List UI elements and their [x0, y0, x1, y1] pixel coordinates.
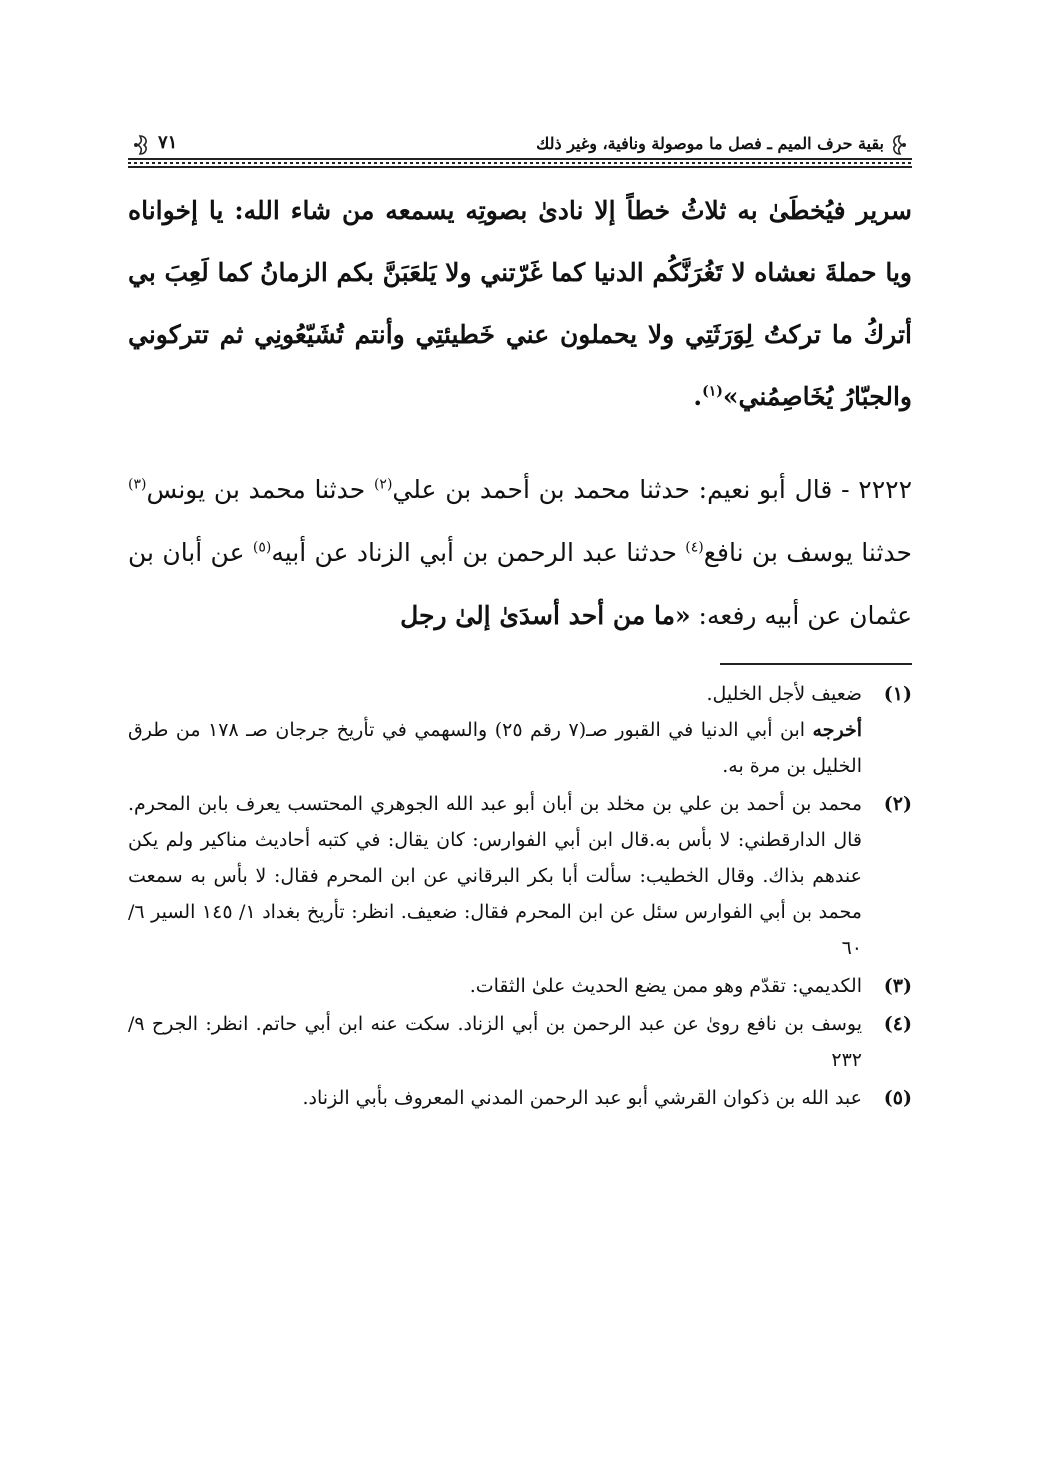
- footnote-number: (٣): [883, 975, 912, 997]
- header-rule: [128, 158, 912, 168]
- ornament-icon: [890, 134, 910, 156]
- footnote-number: (٤): [883, 1013, 912, 1035]
- paragraph-hadith-text: سرير فيُخطَىٰ به ثلاثُ خطاً إلا نادىٰ بصوتِه يسمعه من شاء الله: يا إخواناه ويا حملةَ نعشاه لا تَغُرَنَّكُم الدنيا كما غَرّتني ولا يَلعَبَنَّ بكم الزمانُ كما لَعِبَ بي أتركُ ما تركتُ لِوَرَثَتِي ولا يحملون عني خَطيئتِي وأنتم تُشَيّعُونِي ثم تتركوني والجبّارُ يُخَاصِمُني»$^{(١)}$.: [128, 196, 912, 411]
- footnote-ref: (١): [702, 383, 723, 400]
- footnote-text: عبد الله بن ذكوان القرشي أبو عبد الرحمن المدني المعروف بأبي الزناد.: [302, 1087, 862, 1109]
- paragraph-hadith-2222: ٢٢٢٢ - قال أبو نعيم: حدثنا محمد بن أحمد بن علي$^{(٢)}$ حدثنا محمد بن يونس$^{(٣)}$ حدثنا يوسف بن نافع$^{(٤)}$ حدثنا عبد الرحمن بن أبي الزناد عن أبيه$^{(٥)}$ عن أبان بن عثمان عن أبيه رفعه: «ما من أحد أسدَىٰ إلىٰ رجل: [128, 475, 913, 630]
- footnote-subtext: أخرجه ابن أبي الدنيا في القبور صـ(٧ رقم ٢٥) والسهمي في تأريخ جرجان صـ ١٧٨ من طرق الخليل بن مرة به.: [128, 719, 862, 777]
- footnote-text: ضعيف لأجل الخليل.: [706, 683, 862, 705]
- running-header: [128, 128, 912, 164]
- footnote-item: [128, 676, 912, 784]
- footnotes: [128, 676, 912, 1118]
- footnote-ref: (٢): [373, 476, 393, 493]
- footnote-item: [128, 1080, 912, 1116]
- page-number: ٧١: [158, 132, 178, 153]
- footnote-number: (٢): [883, 793, 912, 815]
- footnote-ref: (٥): [252, 539, 272, 556]
- footnote-text: يوسف بن نافع روىٰ عن عبد الرحمن بن أبي الزناد. سكت عنه ابن أبي حاتم. انظر: الجرح ٩/ ٢٣٢: [128, 1013, 862, 1071]
- footnote-text: محمد بن أحمد بن علي بن مخلد بن أبان أبو عبد الله الجوهري المحتسب يعرف بابن المحرم. قال الدارقطني: لا بأس به.قال ابن أبي الفوارس: كان يقال: في كتبه أحاديث مناكير ولم يكن عندهم بذاك. وقال الخطيب: سألت أبا بكر البرقاني عن ابن المحرم فقال: لا بأس به سمعت محمد بن أبي الفوارس سئل عن ابن المحرم فقال: ضعيف. انظر: تأريخ بغداد ١/ ١٤٥ السير ٦/ ٦٠: [128, 793, 862, 959]
- footnote-ref: (٣): [128, 476, 147, 493]
- footnote-item: [128, 786, 912, 966]
- footnote-number: (١): [883, 683, 912, 705]
- ornament-icon: [130, 134, 150, 156]
- footnote-item: [128, 1006, 912, 1078]
- header-title: بقية حرف الميم ـ فصل ما موصولة ونافية، وغير ذلك: [536, 134, 884, 153]
- footnote-item: [128, 968, 912, 1004]
- main-text: [128, 180, 912, 647]
- footnote-separator: [720, 663, 912, 665]
- footnote-ref: (٤): [685, 539, 704, 556]
- footnote-number: (٥): [883, 1087, 912, 1109]
- footnote-text: الكديمي: تقدّم وهو ممن يضع الحديث علىٰ الثقات.: [469, 975, 862, 997]
